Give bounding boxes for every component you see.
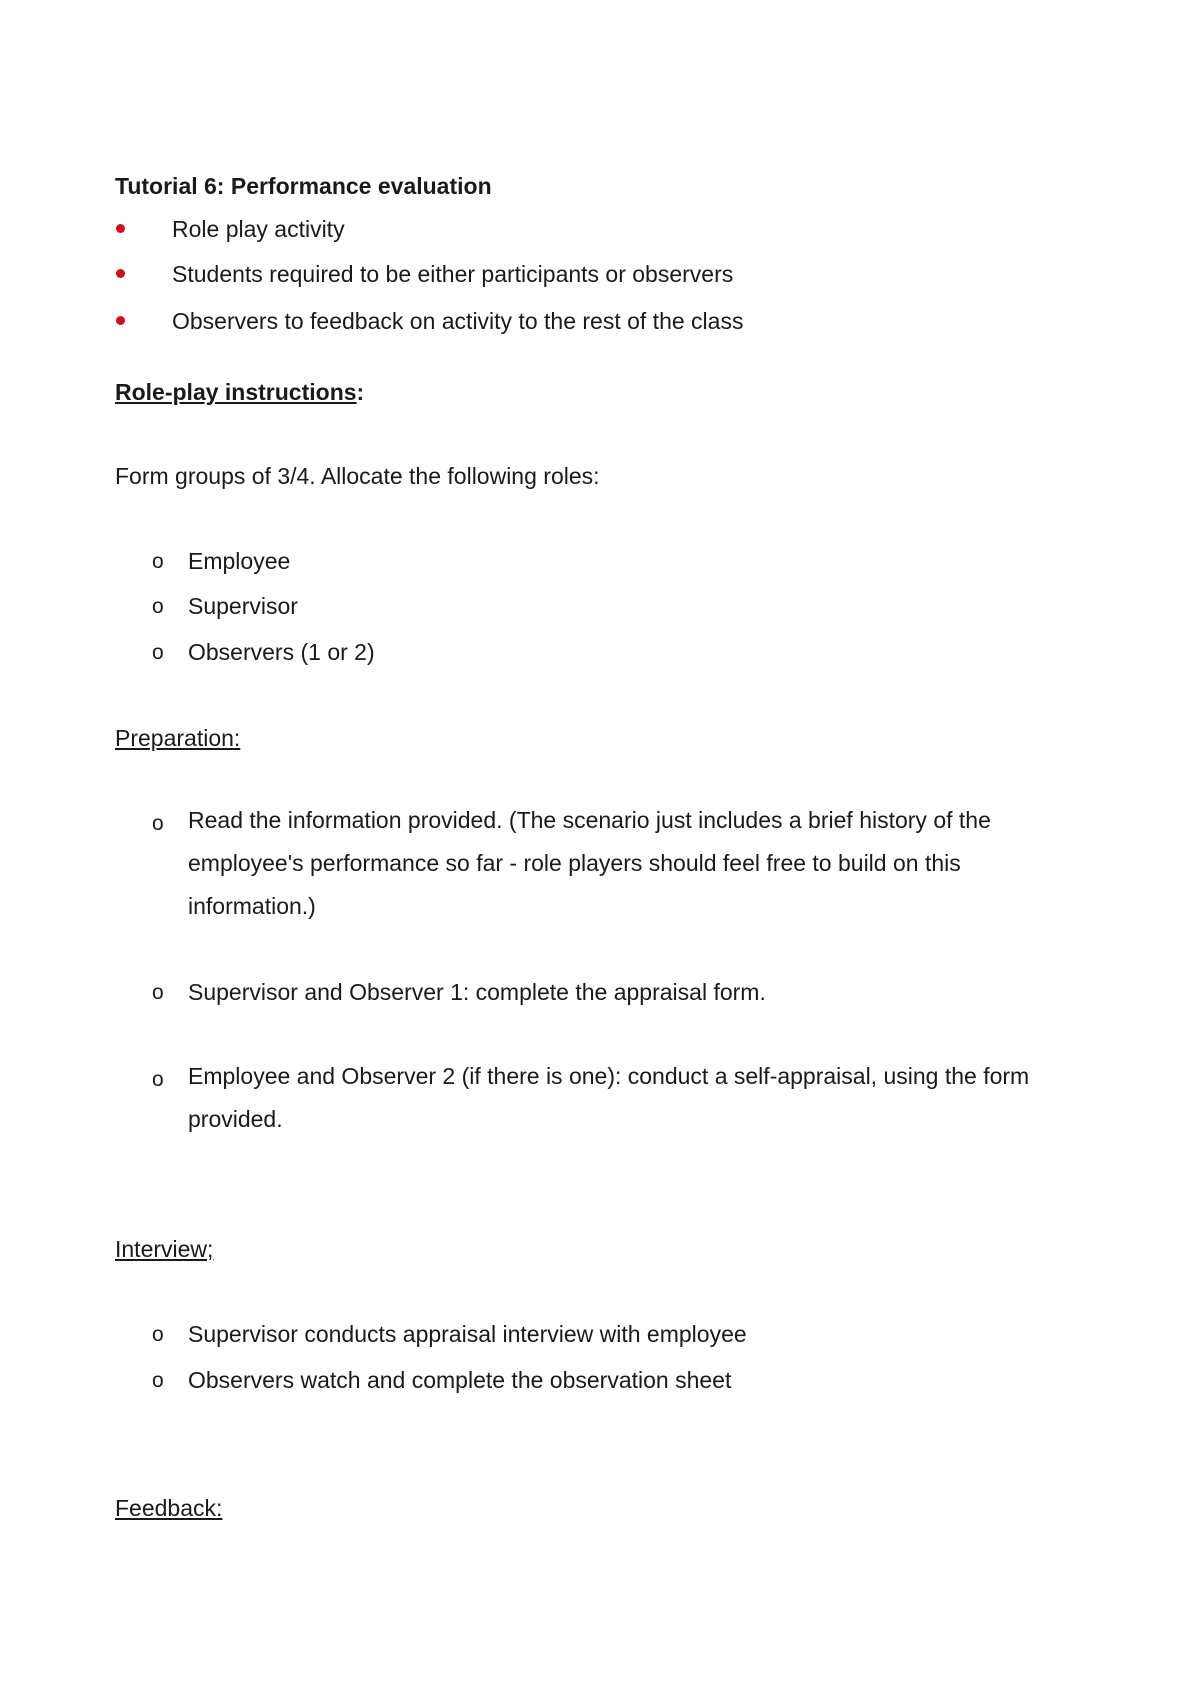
open-bullet-icon: o bbox=[152, 1369, 164, 1392]
preparation-heading: Preparation: bbox=[115, 725, 241, 751]
form-groups-text: Form groups of 3/4. Allocate the following roles: bbox=[115, 463, 600, 489]
document-title: Tutorial 6: Performance evaluation bbox=[115, 173, 492, 199]
intro-bullet-3: Observers to feedback on activity to the rest of the class bbox=[172, 308, 744, 334]
role-employee: Employee bbox=[188, 548, 291, 574]
open-bullet-icon: o bbox=[152, 641, 164, 664]
preparation-item-2: Supervisor and Observer 1: complete the appraisal form. bbox=[188, 979, 766, 1005]
open-bullet-icon: o bbox=[152, 812, 164, 835]
interview-item-1: Supervisor conducts appraisal interview with employee bbox=[188, 1321, 747, 1347]
role-supervisor: Supervisor bbox=[188, 593, 298, 619]
role-observers: Observers (1 or 2) bbox=[188, 639, 375, 665]
interview-item-2: Observers watch and complete the observation sheet bbox=[188, 1367, 732, 1393]
feedback-heading: Feedback: bbox=[115, 1495, 223, 1521]
red-bullet-icon bbox=[116, 224, 125, 233]
open-bullet-icon: o bbox=[152, 550, 164, 573]
open-bullet-icon: o bbox=[152, 595, 164, 618]
roleplay-heading-text: Role-play instructions bbox=[115, 379, 357, 405]
preparation-item-1: Read the information provided. (The scenario just includes a brief history of the employee's performance so far - role players should feel free to build on this information.) bbox=[188, 807, 991, 919]
roleplay-heading-colon: : bbox=[356, 379, 365, 405]
open-bullet-icon: o bbox=[152, 1068, 164, 1091]
intro-bullet-1: Role play activity bbox=[172, 216, 345, 242]
preparation-item-3: Employee and Observer 2 (if there is one): conduct a self-appraisal, using the form provided. bbox=[188, 1063, 1030, 1132]
open-bullet-icon: o bbox=[152, 981, 164, 1004]
roleplay-heading bbox=[115, 379, 364, 406]
intro-bullet-2: Students required to be either participants or observers bbox=[172, 261, 734, 287]
red-bullet-icon bbox=[116, 316, 125, 325]
open-bullet-icon: o bbox=[152, 1323, 164, 1346]
red-bullet-icon bbox=[116, 269, 125, 278]
interview-heading: Interview; bbox=[115, 1236, 214, 1262]
